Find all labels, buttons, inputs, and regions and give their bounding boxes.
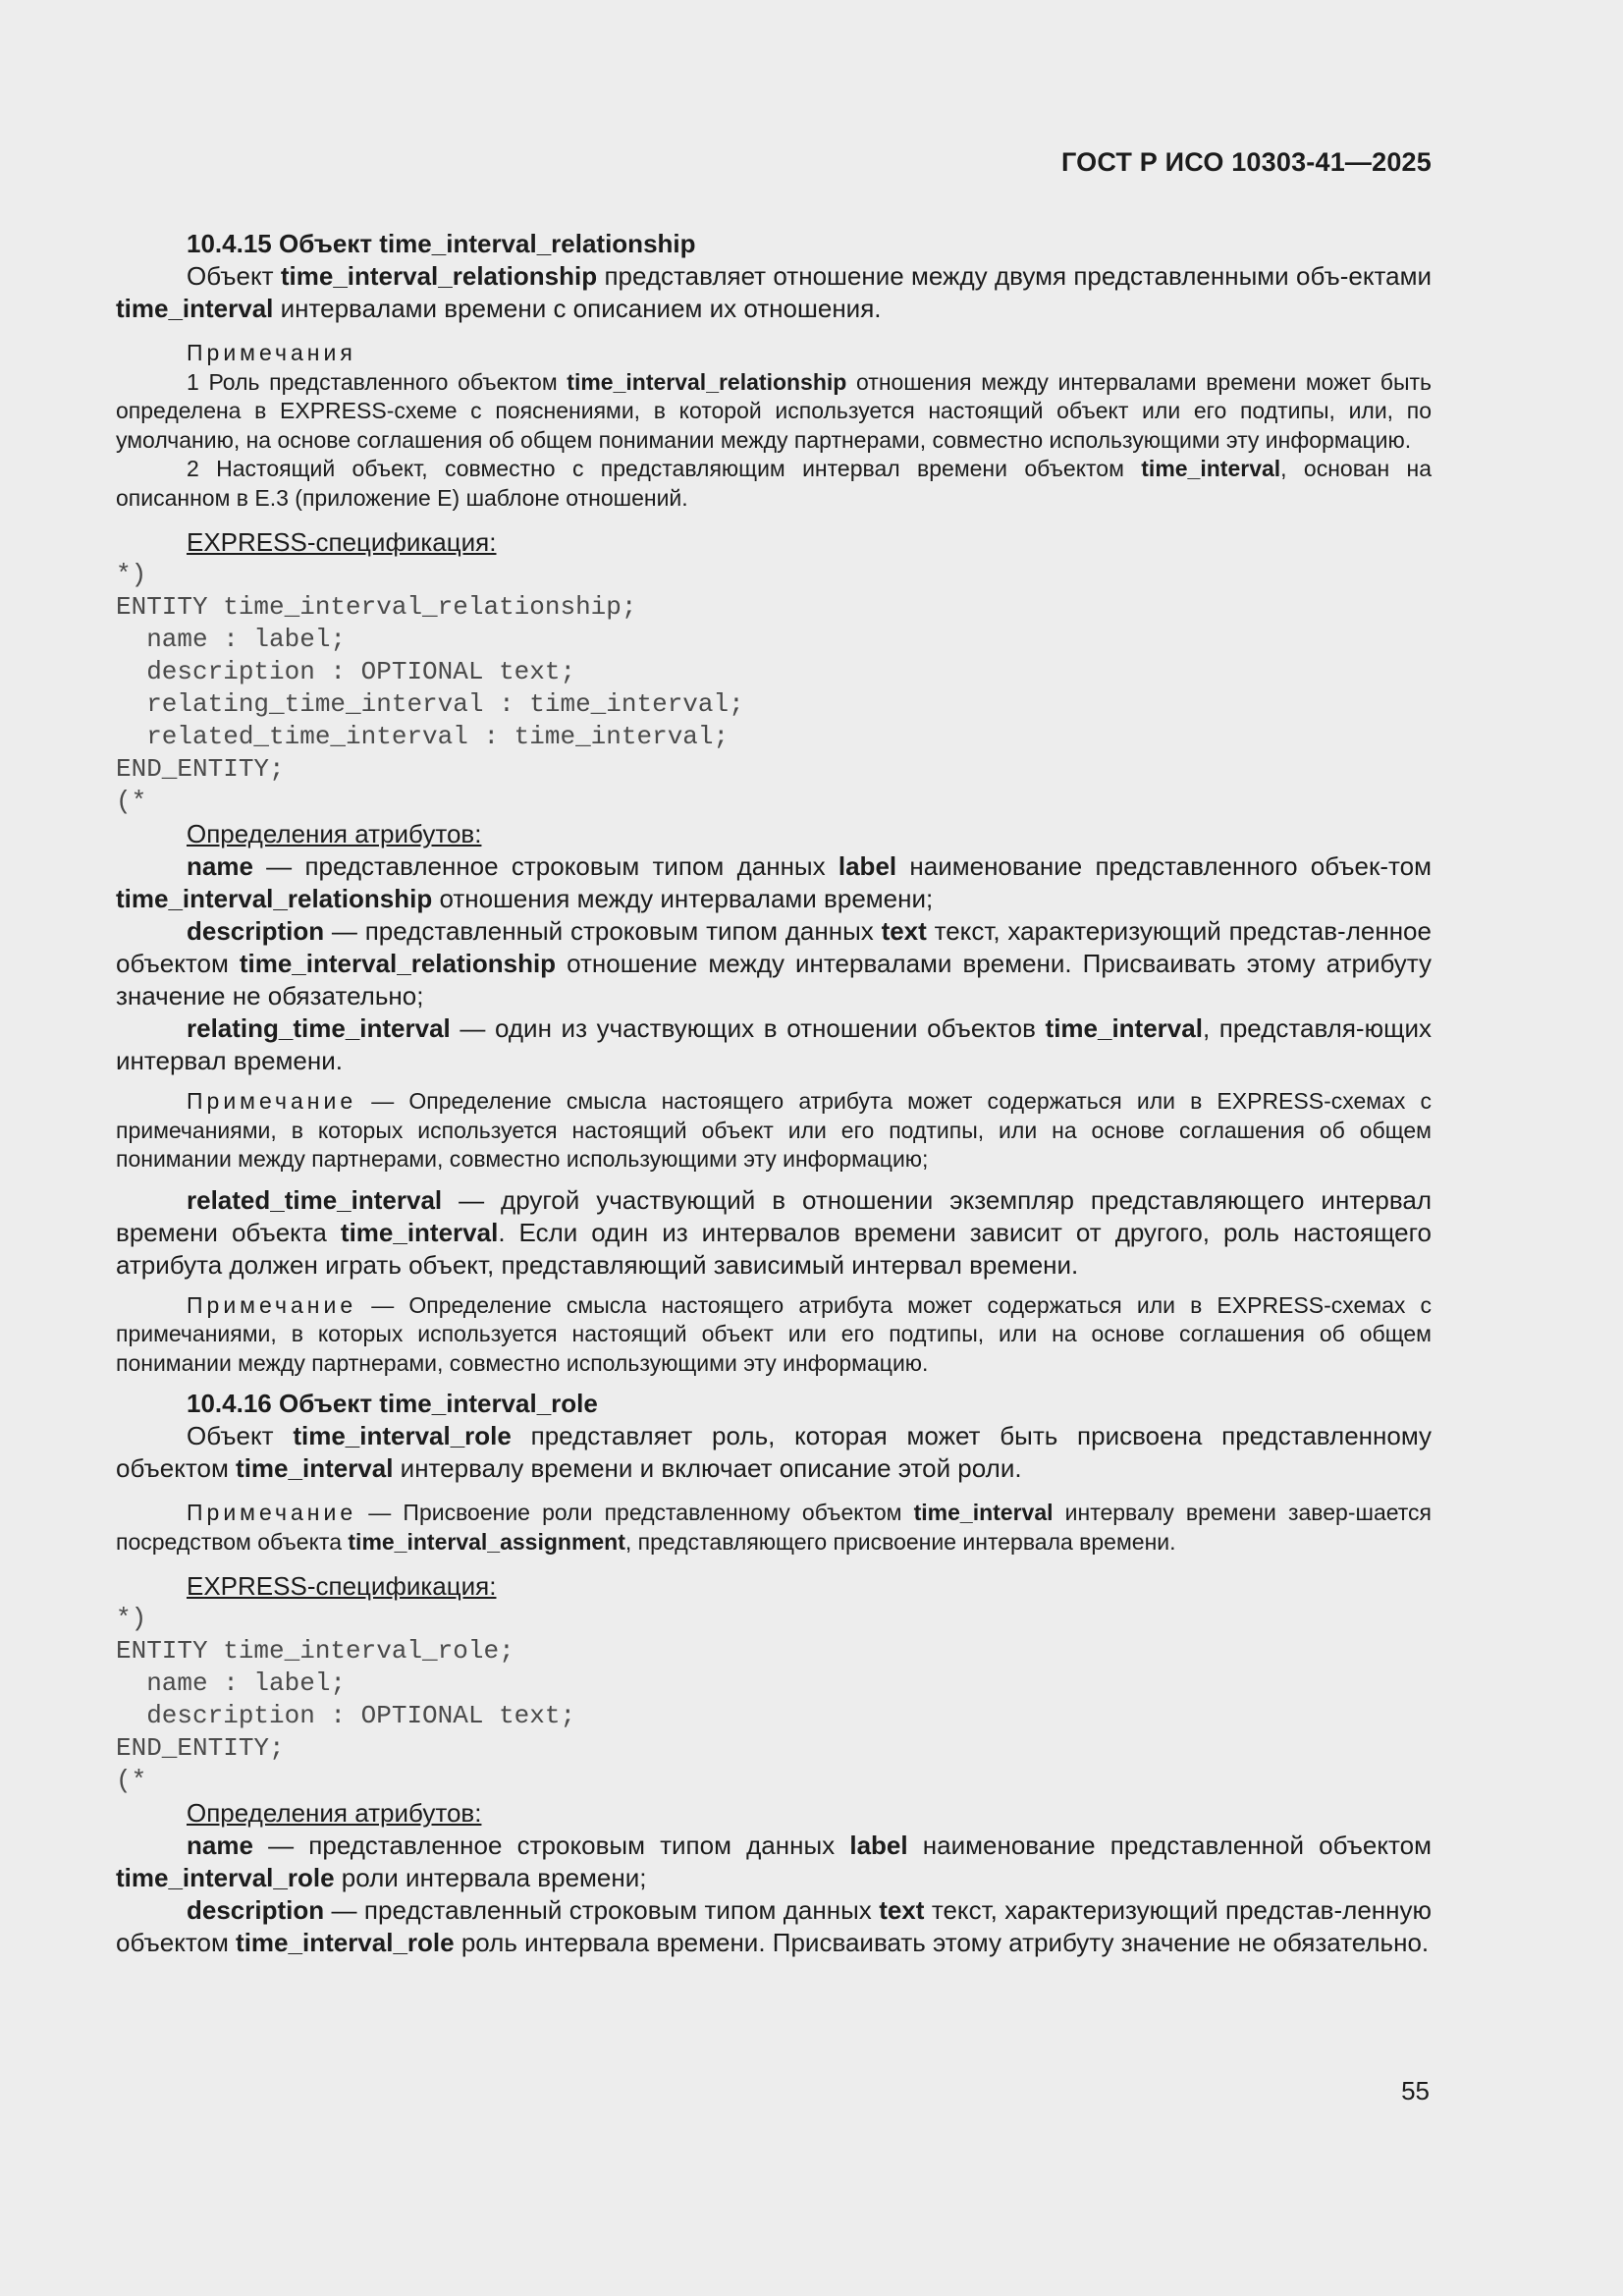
attr-related-definition: related_time_interval — другой участвующий в отношении экземпляр представляющего интервал времени объекта time_interval. Если один из интервалов времени зависит от другого, роль настоящего атрибута должен играть объект, представляющий зависимый интервал времени. bbox=[116, 1184, 1432, 1280]
page-body bbox=[116, 137, 1432, 1959]
notes-label: Примечания bbox=[187, 340, 356, 365]
express-spec-label: EXPRESS-спецификация: bbox=[187, 527, 497, 557]
page-number: 55 bbox=[1401, 2076, 1430, 2105]
document-header: ГОСТ Р ИСО 10303-41—2025 bbox=[1061, 147, 1432, 177]
express-spec-label-2: EXPRESS-спецификация: bbox=[187, 1571, 497, 1601]
s1-attr-note-a: Примечание — Определение смысла настоящего атрибута может содержаться или в EXPRESS-схемах с примечаниями, в которых используется настоящий объект или его подтипы, или на основе соглашения об общем понимании между партнерами, совместно использующими эту информацию; bbox=[116, 1088, 1432, 1172]
express-code-block-2: *) ENTITY time_interval_role; name : label; description : OPTIONAL text; END_ENTITY; (* bbox=[116, 1604, 576, 1795]
attr-name-definition: name — представленное строковым типом данных label наименование представленного объек-том time_interval_relationship отношения между интервалами времени; bbox=[116, 851, 1432, 913]
attr-description-definition-2: description — представленный строковым типом данных text текст, характеризующий представ-ленную объектом time_interval_role роль интервала времени. Присваивать этому атрибуту значение не обязательно. bbox=[116, 1895, 1432, 1957]
attribute-definitions-label: Определения атрибутов: bbox=[187, 819, 482, 848]
s1-attr-note-b: Примечание — Определение смысла настоящего атрибута может содержаться или в EXPRESS-схемах с примечаниями, в которых используется настоящий объект или его подтипы, или на основе соглашения об общем понимании между партнерами, совместно использующими эту информацию. bbox=[116, 1291, 1432, 1376]
section-title-10-4-15: 10.4.15 Объект time_interval_relationship bbox=[187, 229, 696, 258]
attribute-definitions-label-2: Определения атрибутов: bbox=[187, 1798, 482, 1828]
attr-description-definition: description — представленный строковым типом данных text текст, характеризующий представ-ленное объектом time_interval_relationship отношение между интервалами времени. Присваивать этому атрибуту значение не обязательно; bbox=[116, 916, 1432, 1011]
s2-intro-paragraph: Объект time_interval_role представляет роль, которая может быть присвоена представленному объектом time_interval интервалу времени и включает описание этой роли. bbox=[116, 1421, 1432, 1483]
express-code-block: *) ENTITY time_interval_relationship; name : label; description : OPTIONAL text; relating_time_interval : time_interval; related_time_interval : time_interval; END_ENTITY; (* bbox=[116, 560, 744, 816]
s1-note-1: 1 Роль представленного объектом time_interval_relationship отношения между интервалами времени может быть определена в EXPRESS-схеме с пояснениями, в которой используется настоящий объект или его подтипы, или, по умолчанию, на основе соглашения об общем понимании между партнерами, совместно использующими эту информацию. bbox=[116, 368, 1432, 453]
section-title-10-4-16: 10.4.16 Объект time_interval_role bbox=[187, 1389, 598, 1418]
attr-name-definition-2: name — представленное строковым типом данных label наименование представленной объектом time_interval_role роли интервала времени; bbox=[116, 1831, 1432, 1892]
attr-relating-definition: relating_time_interval — один из участвующих в отношении объектов time_interval, представля-ющих интервал времени. bbox=[116, 1013, 1432, 1075]
s2-note: Примечание — Присвоение роли представленному объектом time_interval интервалу времени завер-шается посредством объекта time_interval_assignment, представляющего присвоение интервала времени. bbox=[116, 1500, 1432, 1555]
s1-intro-paragraph: Объект time_interval_relationship представляет отношение между двумя представленными объ-ектами time_interval интервалами времени с описанием их отношения. bbox=[116, 261, 1433, 323]
s1-note-2: 2 Настоящий объект, совместно с представляющим интервал времени объектом time_interval, основан на описанном в E.3 (приложение E) шаблоне отношений. bbox=[116, 456, 1433, 511]
